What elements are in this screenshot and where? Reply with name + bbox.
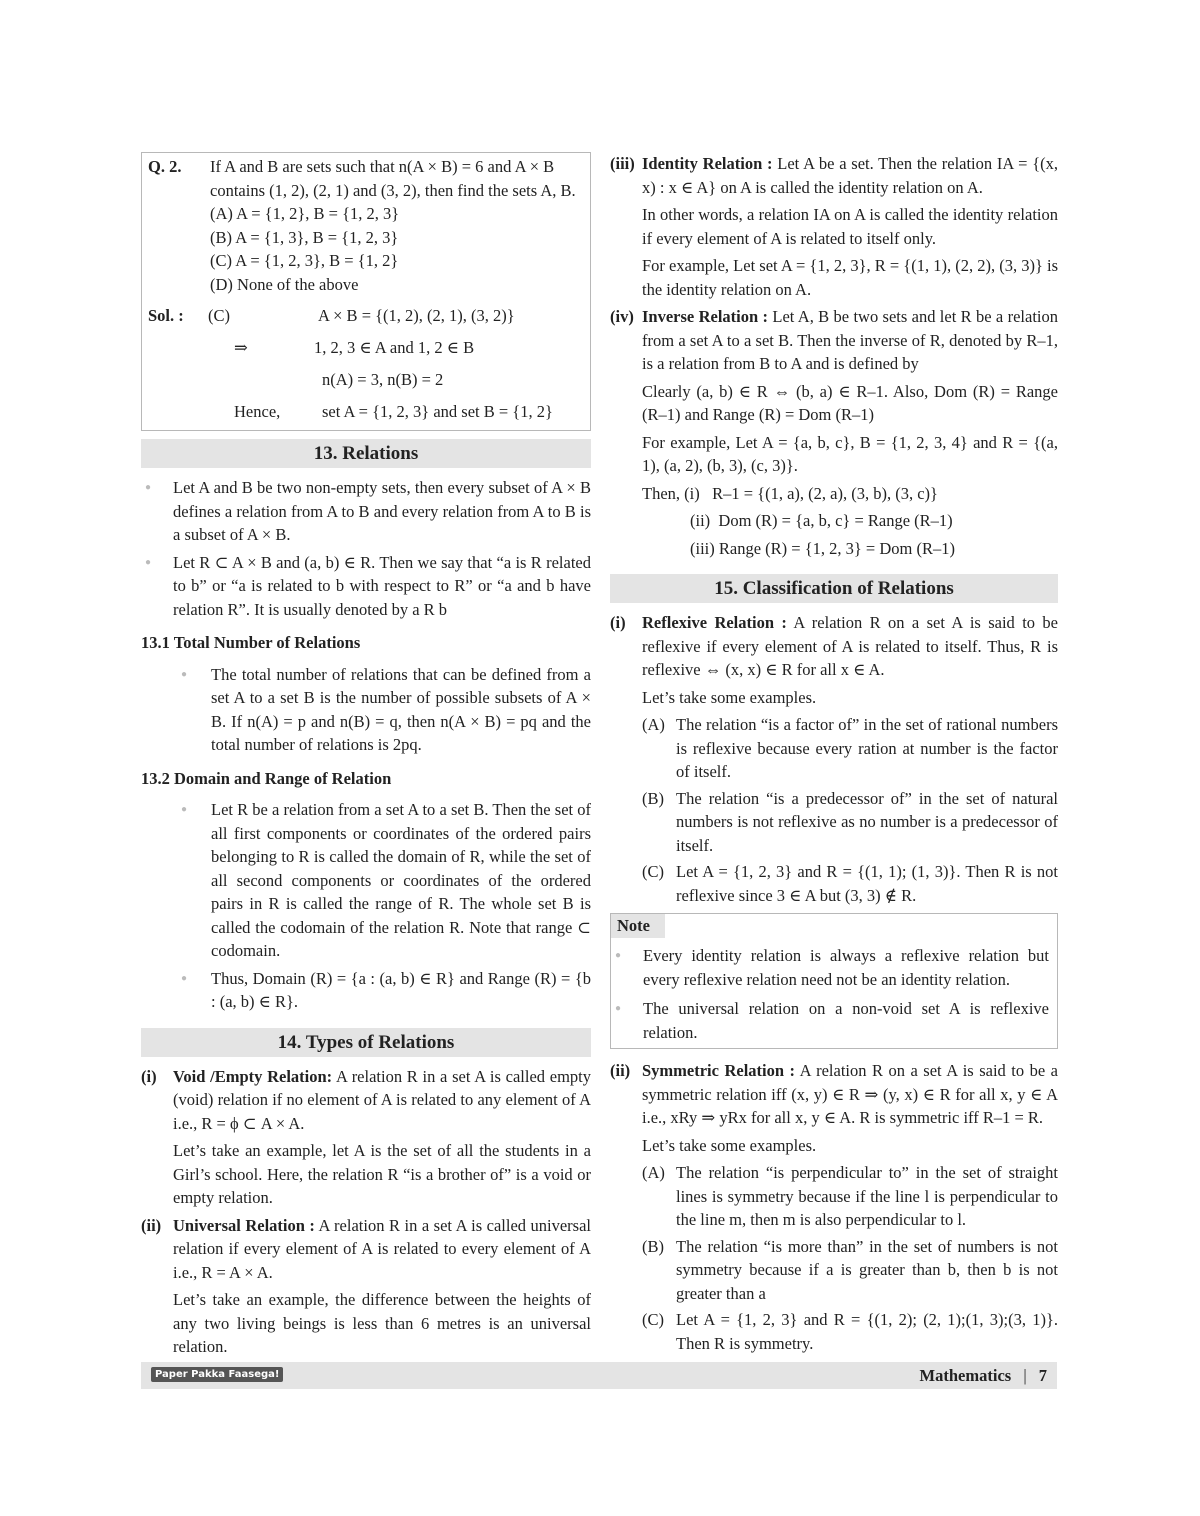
inverse-relation-para-2: For example, Let A = {a, b, c}, B = {1, 2, 3, 4} and R = {(a, 1), (a, 2), (b, 3), (c, 3)}.	[642, 432, 1058, 475]
inverse-relation-heading: Inverse Relation :	[642, 307, 769, 326]
void-relation-text: A relation R in a set A is called empty (void) relation if no element of A is related to any element of A i.e., R = ϕ ⊂ A × A.	[173, 1066, 591, 1133]
section-15-heading: 15. Classification of Relations	[610, 574, 1058, 603]
identity-relation-heading: Identity Relation :	[642, 154, 773, 173]
reflexive-examples-intro: Let’s take some examples.	[642, 687, 817, 707]
item-number: (i)	[141, 1066, 157, 1086]
symmetric-examples-intro: Let’s take some examples.	[642, 1135, 817, 1155]
solution-label: Sol. :	[148, 306, 184, 325]
void-relation-heading: Void /Empty Relation:	[173, 1066, 333, 1086]
page-footer	[141, 1362, 1057, 1389]
example-label: (C)	[642, 1310, 664, 1329]
note-bullet-2: ● The universal relation on a non-void set A is reflexive relation.	[611, 997, 1049, 1044]
section-13-bullet-2: ● Let R ⊂ A × B and (a, b) ∈ R. Then we say that “a is R related to b” or “a is related to b with respect to R” or “a and b have relation R”. It is usually denoted by a R b	[141, 551, 591, 622]
subject-name: Mathematics	[919, 1366, 1012, 1385]
identity-relation-para-1: In other words, a relation IA on A is called the identity relation if every element of A is related to itself only.	[642, 205, 1058, 248]
example-text: The relation “is more than” in the set of numbers is not symmetry because if a is greater than b, then b is not greater than a	[676, 1236, 1058, 1303]
identity-relation-text: Let A be a set. Then the relation IA = {(x, x) : x ∈ A} on A is called the identity relation on A.	[642, 154, 1059, 197]
example-label: (A)	[642, 1163, 665, 1182]
reflexive-example-c	[610, 860, 1058, 907]
example-text: The relation “is perpendicular to” in the set of straight lines is symmetry because if the line l is perpendicular to the line m, then m is also perpendicular to l.	[676, 1163, 1058, 1229]
item-number: (i)	[610, 613, 626, 632]
subsection-13-2-heading: 13.2 Domain and Range of Relation	[141, 768, 392, 788]
right-column	[610, 152, 1058, 1358]
symmetric-example-b	[610, 1235, 1058, 1306]
solution-implies: ⇒	[234, 338, 248, 357]
reflexive-example-a	[610, 713, 1058, 784]
inverse-relation-item	[610, 305, 1058, 376]
solution-step-3: n(A) = 3, n(B) = 2	[322, 370, 444, 389]
universal-relation-heading: Universal Relation :	[173, 1215, 315, 1235]
reflexive-relation-heading: Reflexive Relation :	[642, 613, 787, 632]
question-text-line-2: contains (1, 2), (2, 1) and (3, 2), then find the sets A, B.	[210, 180, 576, 200]
option-c: (C) A = {1, 2, 3}, B = {1, 2}	[210, 251, 399, 270]
subsection-13-1-heading: 13.1 Total Number of Relations	[141, 633, 361, 652]
inverse-relation-text: Let A, B be two sets and let R be a relation from a set A to a set B. Then the inverse of R, denoted by R–1, is a relation from B to A and is defined by	[642, 307, 1058, 373]
inverse-relation-para-1: Clearly (a, b) ∈ R ⇔ (b, a) ∈ R–1. Also, Dom (R) = Range (R–1) and Range (R) = Dom (R–1)	[642, 381, 1058, 424]
question-box	[141, 152, 591, 431]
item-number: (iv)	[610, 307, 634, 326]
symmetric-example-c	[610, 1308, 1058, 1355]
item-number: (ii)	[141, 1215, 162, 1235]
identity-relation-para-2: For example, Let set A = {1, 2, 3}, R = {(1, 1), (2, 2), (3, 3)} is the identity relation on A.	[642, 256, 1058, 299]
void-relation-example: Let’s take an example, let A is the set of all the students in a Girl’s school. Here, the relation R “is a brother of” is a void or empty relation.	[173, 1141, 591, 1207]
reflexive-example-b	[610, 787, 1058, 858]
section-14-heading: 14. Types of Relations	[141, 1028, 591, 1057]
solution-step-2: 1, 2, 3 ∈ A and 1, 2 ∈ B	[314, 338, 475, 357]
item-number: (iii)	[610, 154, 635, 173]
subsection-13-2-bullet-1: ● Let R be a relation from a set A to a set B. Then the set of all first components or coordinates of the ordered pairs belonging to R is called the domain of R, while the set of all second components or coordinates of the ordered pairs in R is called the range of R. The whole set B is called the codomain of the relation R. Note that range ⊂ codomain.	[141, 798, 591, 963]
footer-subject	[920, 1362, 1047, 1389]
example-text: Let A = {1, 2, 3} and R = {(1, 1); (1, 3)}. Then R is not reflexive since 3 ∈ A but (3, 3) ∉ R.	[676, 862, 1058, 905]
note-label: Note	[611, 914, 665, 938]
note-box	[610, 913, 1058, 1049]
symmetric-relation-item	[610, 1059, 1058, 1130]
example-text: Let A = {1, 2, 3} and R = {(1, 2); (2, 1);(1, 3);(3, 1)}. Then R is symmetry.	[676, 1310, 1058, 1353]
question-number: Q. 2.	[148, 157, 182, 176]
subsection-13-2-bullet-2: ● Thus, Domain (R) = {a : (a, b) ∈ R} and Range (R) = {b : (a, b) ∈ R}.	[141, 967, 591, 1014]
example-text: The relation “is a factor of” in the set of rational numbers is reflexive because every ration at number is the factor of itself.	[676, 715, 1058, 781]
symmetric-relation-text: A relation R on a set A is said to be a symmetric relation iff (x, y) ∈ R ⇒ (y, x) ∈ R for all x, y ∈ A i.e., xRy ⇒ yRx for all x, y ∈ A. R is symmetric iff R–1 = R.	[642, 1061, 1058, 1127]
symmetric-relation-heading: Symmetric Relation :	[642, 1061, 796, 1080]
solution-hence: Hence,	[234, 402, 281, 421]
question-row	[148, 155, 584, 296]
example-label: (C)	[642, 862, 664, 881]
footer-separator: |	[1023, 1366, 1027, 1385]
brand-badge: Paper Pakka Faasega!	[151, 1367, 283, 1382]
identity-relation-item	[610, 152, 1058, 199]
universal-relation-text: A relation R in a set A is called universal relation if every element of A is related to every element of A i.e., R = A × A.	[173, 1215, 592, 1282]
universal-relation-example: Let’s take an example, the difference between the heights of any two living beings is less than 6 metres is an universal relation.	[173, 1290, 591, 1356]
inverse-then-1: Then, (i) R–1 = {(1, a), (2, a), (3, b), (3, c)}	[642, 483, 938, 503]
example-label: (B)	[642, 788, 664, 808]
reflexive-relation-item	[610, 611, 1058, 682]
universal-relation-item	[141, 1214, 591, 1285]
section-13-heading: 13. Relations	[141, 439, 591, 468]
solution-step-1: A × B = {(1, 2), (2, 1), (3, 2)}	[318, 306, 515, 325]
subsection-13-1-bullet: ● The total number of relations that can be defined from a set A to a set B is the number of possible subsets of A × B. If n(A) = p and n(B) = q, then n(A × B) = pq and the total number of relations is 2pq.	[141, 663, 591, 757]
left-column	[141, 152, 591, 1363]
item-number: (ii)	[610, 1061, 631, 1080]
question-body	[204, 155, 584, 296]
reflexive-relation-text: A relation R on a set A is said to be reflexive if every element of A is related to itself. Thus, R is reflexive ⇔ (x, x) ∈ R for all x ∈ A.	[642, 613, 1059, 679]
symmetric-example-a	[610, 1161, 1058, 1232]
option-b: (B) A = {1, 3}, B = {1, 2, 3}	[210, 227, 399, 247]
example-label: (A)	[642, 715, 665, 734]
solution-step-4: set A = {1, 2, 3} and set B = {1, 2}	[322, 402, 553, 421]
example-label: (B)	[642, 1236, 664, 1256]
question-text-line-1: If A and B are sets such that n(A × B) = 6 and A × B	[210, 157, 555, 176]
inverse-then-3: (iii) Range (R) = {1, 2, 3} = Dom (R–1)	[690, 538, 955, 558]
note-bullet-1: ● Every identity relation is always a reflexive relation but every reflexive relation need not be an identity relation.	[611, 944, 1049, 991]
page-number: 7	[1038, 1366, 1047, 1385]
inverse-then-2: (ii) Dom (R) = {a, b, c} = Range (R–1)	[690, 511, 953, 530]
section-13-bullet-1: ● Let A and B be two non-empty sets, then every subset of A × B defines a relation from A to B and every relation from A to B is a subset of A × B.	[141, 476, 591, 547]
option-a: (A) A = {1, 2}, B = {1, 2, 3}	[210, 204, 400, 223]
void-relation-item	[141, 1065, 591, 1136]
option-d: (D) None of the above	[210, 274, 359, 294]
solution-answer: (C)	[208, 306, 230, 325]
solution	[148, 304, 584, 424]
example-text: The relation “is a predecessor of” in the set of natural numbers is not reflexive as no number is a predecessor of itself.	[676, 788, 1058, 855]
